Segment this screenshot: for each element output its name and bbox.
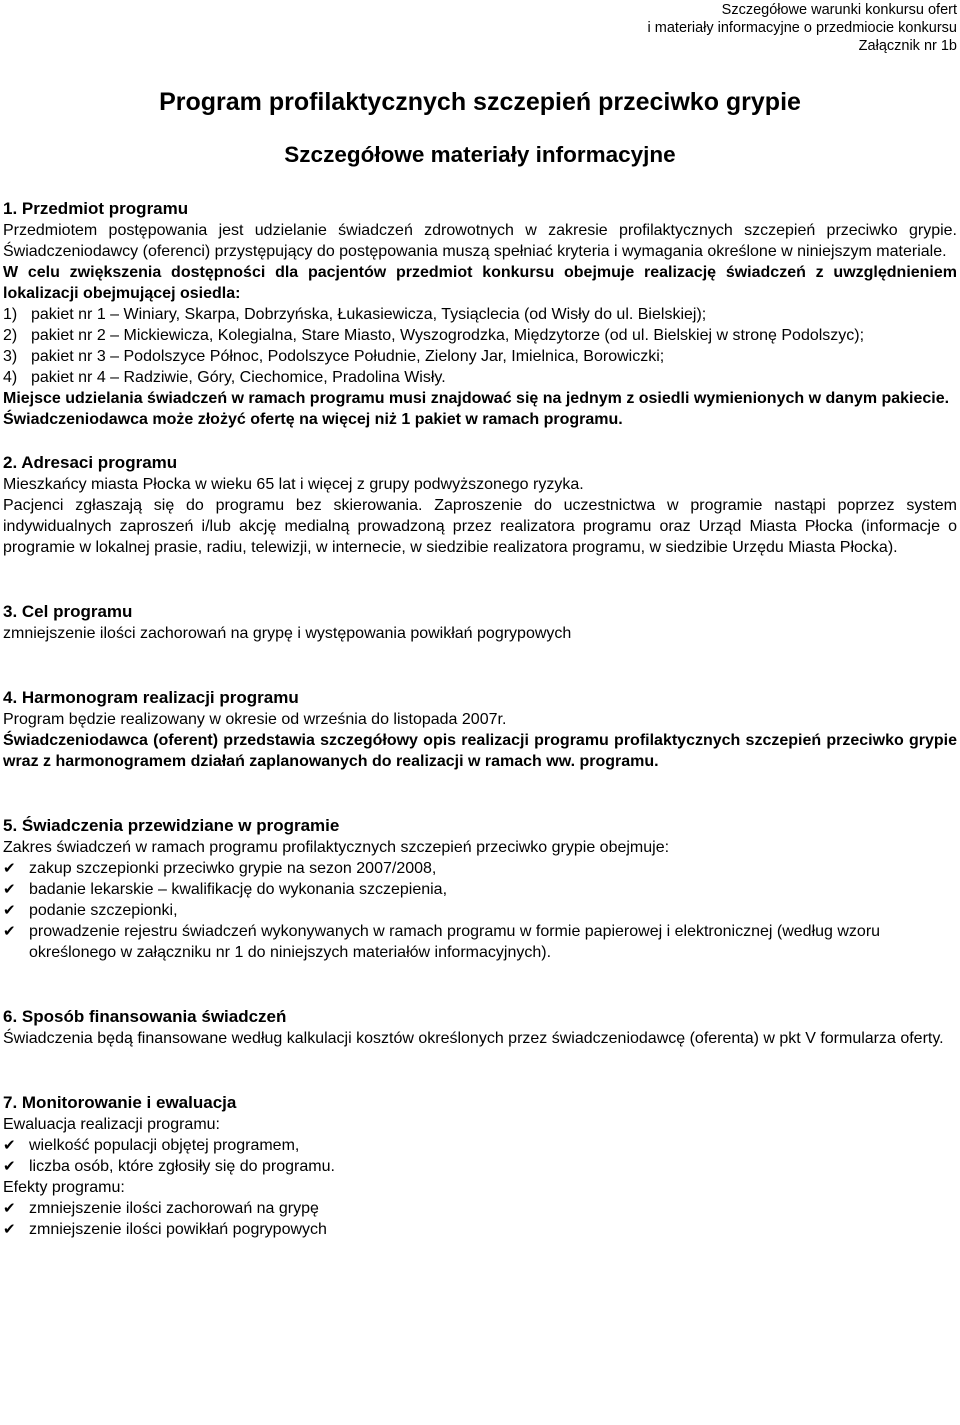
section-4-paragraph-1: Program będzie realizowany w okresie od września do listopada 2007r. — [3, 711, 507, 728]
package-item — [3, 367, 957, 388]
package-item — [3, 304, 957, 325]
section-2-paragraph-2: Pacjenci zgłaszają się do programu bez skierowania. Zaproszenie do uczestnictwa w programie nastąpi poprzez system indywidualnych zaproszeń i/lub akcję medialną prowadzoną przez realizatora programu oraz Urząd Miasta Płocka (informacje o programie w lokalnej prasie, radiu, telewizji, w internecie, w siedzibie realizatora programu, w siedzibie Urzędu Miasta Płocka). — [3, 497, 957, 556]
package-list — [3, 304, 957, 388]
section-4-heading: 4. Harmonogram realizacji programu — [3, 688, 299, 707]
evaluation-list — [3, 1135, 957, 1177]
checkmark-icon: ✔ — [3, 902, 16, 919]
section-6-heading: 6. Sposób finansowania świadczeń — [3, 1007, 287, 1026]
checkmark-icon: ✔ — [3, 1137, 16, 1154]
section-1-paragraph-1: Przedmiotem postępowania jest udzielanie świadczeń zdrowotnych w zakresie profilaktycznych szczepień przeciwko grypie. Świadczeniodawcy (oferenci) przystępujący do postępowania muszą spełniać kryteria i wymagania określone w niniejszym materiale. — [3, 222, 957, 260]
document-subtitle: Szczegółowe materiały informacyjne — [284, 142, 676, 167]
package-text: pakiet nr 3 – Podolszyce Północ, Podolszyce Południe, Zielony Jar, Imielnica, Borowiczki; — [31, 348, 665, 365]
list-item: ✔ zmniejszenie ilości zachorowań na grypę — [3, 1200, 319, 1217]
list-item: ✔ podanie szczepionki, — [3, 902, 178, 919]
section-5-intro: Zakres świadczeń w ramach programu profilaktycznych szczepień przeciwko grypie obejmuje: — [3, 839, 670, 856]
section-1-heading: 1. Przedmiot programu — [3, 199, 189, 218]
package-text: pakiet nr 1 – Winiary, Skarpa, Dobrzyńska, Łukasiewicza, Tysiąclecia (od Wisły do ul. Bielskiej); — [31, 306, 707, 323]
package-item — [3, 346, 957, 367]
header-line-2: i materiały informacyjne o przedmiocie konkursu — [647, 20, 957, 36]
list-item: ✔ badanie lekarskie – kwalifikację do wykonania szczepienia, — [3, 881, 448, 898]
checkmark-icon: ✔ — [3, 1158, 16, 1175]
checkmark-icon: ✔ — [3, 1221, 16, 1238]
effects-label: Efekty programu: — [3, 1179, 125, 1196]
package-text: pakiet nr 2 – Mickiewicza, Kolegialna, Stare Miasto, Wyszogrodzka, Międzytorze (od ul. Bielskiej w stronę Podolszyc); — [31, 327, 865, 344]
package-number: 1) — [3, 306, 18, 323]
package-number: 4) — [3, 369, 18, 386]
evaluation-label: Ewaluacja realizacji programu: — [3, 1116, 220, 1133]
checkmark-icon: ✔ — [3, 1200, 16, 1217]
package-item — [3, 325, 957, 346]
section-3-heading: 3. Cel programu — [3, 602, 133, 621]
header-line-1: Szczegółowe warunki konkursu ofert — [721, 2, 957, 18]
package-number: 3) — [3, 348, 18, 365]
section-6-paragraph-1: Świadczenia będą finansowane według kalkulacji kosztów określonych przez świadczeniodawcę (oferenta) w pkt V formularza oferty. — [3, 1030, 944, 1047]
list-item: ✔ liczba osób, które zgłosiły się do programu. — [3, 1158, 335, 1175]
checkmark-icon: ✔ — [3, 923, 16, 940]
section-3-paragraph-1: zmniejszenie ilości zachorowań na grypę i występowania powikłań pogrypowych — [3, 625, 572, 642]
document-body — [3, 198, 957, 1240]
section-1-paragraph-2: W celu zwiększenia dostępności dla pacjentów przedmiot konkursu obejmuje realizację świadczeń z uwzględnieniem lokalizacji obejmującej osiedla: — [3, 264, 957, 302]
section-2-heading: 2. Adresaci programu — [3, 453, 178, 472]
services-list — [3, 858, 957, 963]
list-item: ✔ wielkość populacji objętej programem, — [3, 1137, 300, 1154]
document-title: Program profilaktycznych szczepień przeciwko grypie — [159, 88, 801, 116]
section-2-paragraph-1: Mieszkańcy miasta Płocka w wieku 65 lat i więcej z grupy podwyższonego ryzyka. — [3, 476, 584, 493]
list-item: ✔ prowadzenie rejestru świadczeń wykonywanych w ramach programu w formie papierowej i elektronicznej (według wzoru określonego w załączniku nr 1 do niniejszych materiałów informacyjnych). — [3, 923, 881, 961]
package-number: 2) — [3, 327, 18, 344]
checkmark-icon: ✔ — [3, 860, 16, 877]
section-7-heading: 7. Monitorowanie i ewaluacja — [3, 1093, 237, 1112]
list-item: ✔ zmniejszenie ilości powikłań pogrypowych — [3, 1221, 327, 1238]
header-line-3: Załącznik nr 1b — [858, 38, 957, 54]
checkmark-icon: ✔ — [3, 881, 16, 898]
section-5-heading: 5. Świadczenia przewidziane w programie — [3, 816, 340, 835]
package-text: pakiet nr 4 – Radziwie, Góry, Ciechomice, Pradolina Wisły. — [31, 369, 446, 386]
section-4-paragraph-2: Świadczeniodawca (oferent) przedstawia szczegółowy opis realizacji programu profilaktycznych szczepień przeciwko grypie wraz z harmonogramem działań zaplanowanych do realizacji w ramach ww. programu. — [3, 732, 957, 770]
document-header — [3, 0, 957, 55]
list-item: ✔ zakup szczepionki przeciwko grypie na sezon 2007/2008, — [3, 860, 437, 877]
section-1-paragraph-4: Świadczeniodawca może złożyć ofertę na więcej niż 1 pakiet w ramach programu. — [3, 411, 623, 428]
effects-list — [3, 1198, 957, 1240]
section-1-paragraph-3: Miejsce udzielania świadczeń w ramach programu musi znajdować się na jednym z osiedli wymienionych w danym pakiecie. — [3, 390, 950, 407]
